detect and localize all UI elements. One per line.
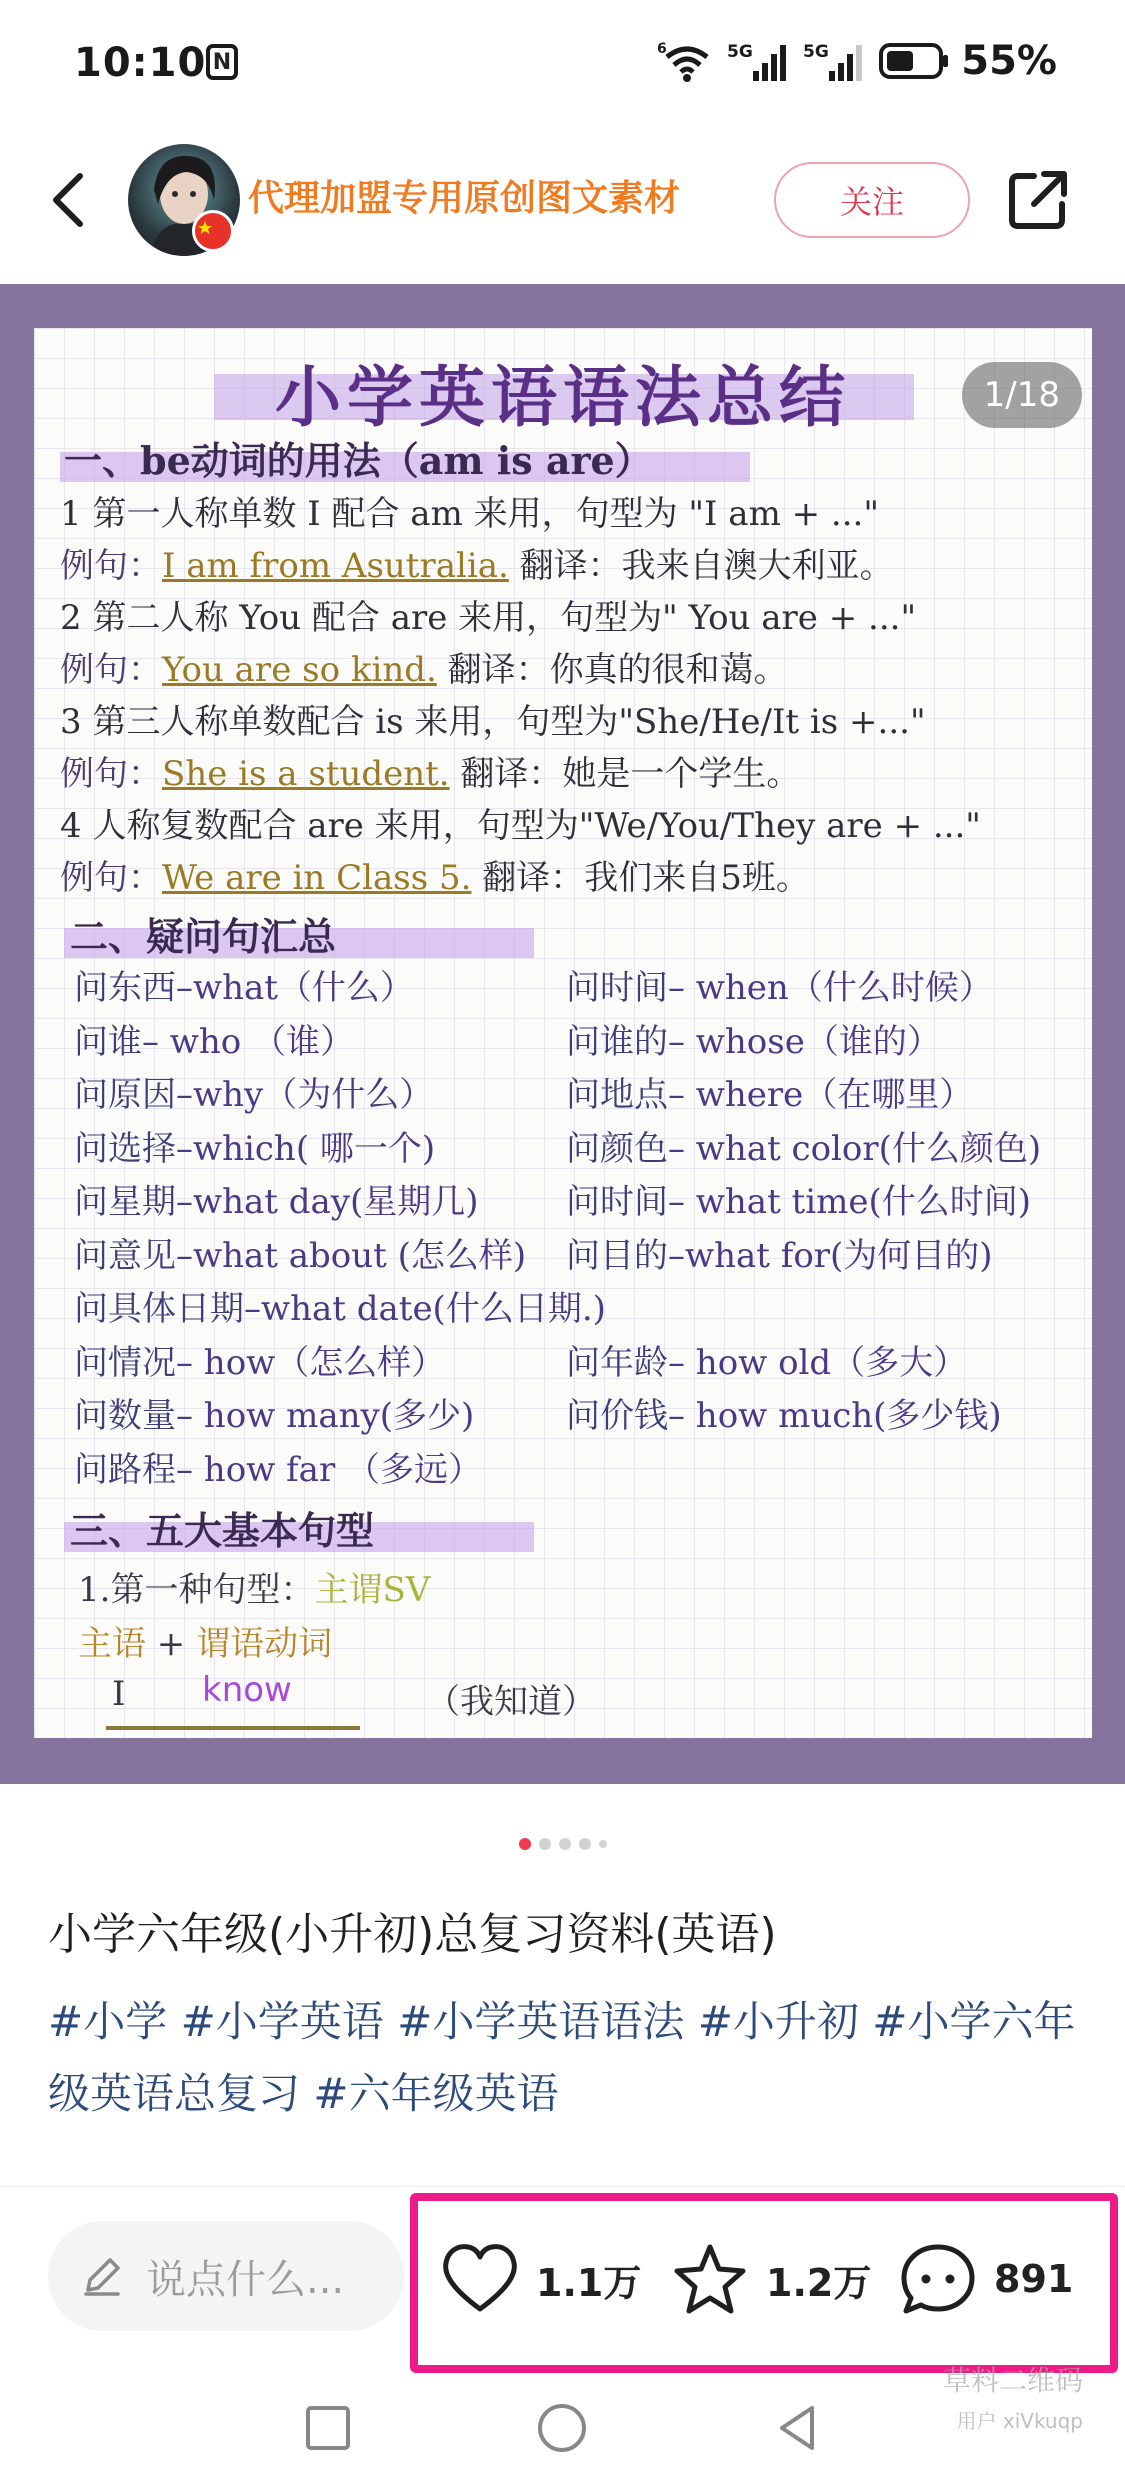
example3-en: She is a student. [162, 754, 450, 794]
share-icon[interactable] [1004, 166, 1072, 234]
question-en: –which( 哪一个) [176, 1128, 436, 1169]
question-en: – who （谁） [142, 1021, 355, 1062]
question-item-left [74, 1388, 474, 1437]
question-cn: 问具体日期 [74, 1289, 244, 1329]
circle-nav-icon[interactable] [532, 2398, 592, 2458]
favorite-count: 1.2万 [766, 2260, 872, 2305]
question-cn: 问时间 [566, 968, 668, 1008]
hashtag-link[interactable]: #小学英语语法 [397, 1997, 685, 2046]
question-en: – how many(多少) [176, 1396, 475, 1436]
qr-watermark [943, 2362, 1083, 2440]
example3 [60, 746, 800, 795]
page-counter: 1/18 [962, 362, 1082, 428]
pattern1-prefix: 1.第一种句型： [78, 1570, 315, 1610]
question-en: – how much(多少钱) [668, 1396, 1002, 1436]
hashtag-link[interactable]: #小学 [48, 1997, 168, 2046]
signal-label-1: 5G [727, 42, 754, 62]
follow-button[interactable]: 关注 [774, 162, 970, 238]
post-tags [48, 1986, 1078, 2130]
question-cn: 问原因 [74, 1075, 176, 1115]
section2-title: 二、疑问句汇总 [70, 914, 337, 959]
question-en: – whose（谁的） [668, 1021, 941, 1062]
back-arrow-icon[interactable] [38, 160, 98, 240]
question-item-right [566, 960, 993, 1009]
question-item-right [566, 1121, 1041, 1170]
question-cn: 问年龄 [566, 1342, 668, 1383]
question-en: – what color(什么颜色) [668, 1128, 1042, 1169]
example-translation: （我知道） [426, 1682, 596, 1722]
question-item-left [74, 1121, 435, 1170]
carousel-dots [0, 1838, 1125, 1850]
comment-button[interactable] [898, 2241, 1073, 2317]
example2 [60, 642, 788, 691]
question-item-right [566, 1067, 973, 1116]
example-verb: know [202, 1670, 292, 1710]
status-icons [657, 38, 1057, 84]
star-icon [670, 2241, 750, 2317]
comment-placeholder: 说点什么... [146, 2256, 345, 2303]
question-item-left [74, 1174, 479, 1223]
doc-title: 小学英语语法总结 [275, 358, 851, 436]
question-cn: 问东西 [74, 968, 176, 1008]
engagement-bar [0, 2186, 1125, 2372]
like-count: 1.1万 [536, 2260, 642, 2305]
rule4: 4 人称复数配合 are 来用，句型为"We/You/They are + ..." [60, 806, 981, 846]
grammar-document-image [34, 328, 1092, 1738]
question-item-right [566, 1388, 1002, 1437]
question-en: –what for(为何目的) [668, 1235, 993, 1276]
comment-bubble-icon [898, 2241, 978, 2317]
question-cn: 问地点 [566, 1075, 668, 1115]
wifi-label: 6 [657, 41, 667, 57]
status-time: 10:10 [74, 40, 207, 86]
question-item-right [566, 1335, 967, 1384]
question-item-left [74, 960, 414, 1009]
example3-trans: 翻译：她是一个学生。 [449, 754, 801, 794]
comment-count: 891 [994, 2257, 1074, 2301]
question-en: – how old（多大） [668, 1342, 968, 1383]
status-bar [0, 0, 1125, 130]
post-header [0, 130, 1125, 270]
carousel-dot [599, 1840, 607, 1848]
section3-title: 三、五大基本句型 [70, 1508, 375, 1553]
pattern1-name: 主谓SV [314, 1570, 431, 1610]
question-item-left [74, 1067, 433, 1116]
question-en: –what date(什么日期.) [244, 1289, 606, 1329]
example1-trans: 翻译：我来自澳大利亚。 [508, 546, 894, 586]
question-item-left [74, 1442, 482, 1491]
example4 [60, 850, 810, 899]
question-cn: 问谁的 [566, 1021, 668, 1062]
question-en: – how far （多远） [176, 1449, 482, 1490]
example4-en: We are in Class 5. [162, 858, 472, 898]
like-button[interactable] [440, 2241, 641, 2317]
hashtag-link[interactable]: #小学六年级英语总复习 [48, 1997, 1076, 2118]
verified-flag-badge [192, 210, 234, 252]
question-en: – what time(什么时间) [668, 1182, 1031, 1222]
example1 [60, 538, 894, 587]
hashtag-link[interactable]: #六年级英语 [313, 2069, 559, 2118]
question-item-left [74, 1281, 606, 1330]
watermark-line2: 用户 xiVkuqp [956, 2409, 1083, 2433]
question-cn: 问时间 [566, 1182, 668, 1222]
rule3: 3 第三人称单数配合 is 来用，句型为"She/He/It is +..." [60, 702, 926, 742]
favorite-button[interactable] [670, 2241, 871, 2317]
example1-en: I am from Asutralia. [162, 546, 509, 586]
section1-title: 一、be动词的用法（am is are） [64, 438, 653, 483]
nfc-icon: N [206, 44, 238, 80]
example2-trans: 翻译：你真的很和蔼。 [436, 650, 788, 690]
question-item-right [566, 1174, 1031, 1223]
example2-label: 例句： [60, 650, 162, 690]
formula-plus: + [146, 1624, 197, 1664]
battery-percent: 55% [961, 38, 1057, 84]
example-underline [106, 1726, 360, 1730]
question-cn: 问路程 [74, 1449, 176, 1490]
heart-icon [440, 2241, 520, 2317]
question-cn: 问情况 [74, 1342, 176, 1383]
triangle-back-nav-icon[interactable] [768, 2398, 828, 2458]
question-en: – when（什么时候） [668, 968, 993, 1008]
question-en: –what day(星期几) [176, 1182, 479, 1222]
actions-highlight-box [410, 2193, 1118, 2373]
question-en: – how（怎么样） [176, 1342, 446, 1383]
question-cn: 问目的 [566, 1235, 668, 1276]
hashtag-link[interactable]: #小升初 [697, 1997, 859, 2046]
pattern1 [78, 1562, 430, 1611]
example-subject: I [112, 1674, 126, 1714]
pattern1-formula [78, 1616, 332, 1665]
carousel-dot [539, 1838, 551, 1850]
question-item-right [566, 1228, 993, 1277]
question-en: –why（为什么） [176, 1075, 434, 1115]
carousel-dot [579, 1838, 591, 1850]
question-cn: 问价钱 [566, 1396, 668, 1436]
watermark-line1: 草料二维码 [942, 2364, 1083, 2397]
question-item-right [566, 1014, 941, 1063]
question-cn: 问意见 [74, 1235, 176, 1276]
question-cn: 问颜色 [566, 1128, 668, 1169]
post-title: 小学六年级(小升初)总复习资料(英语) [48, 1909, 777, 1960]
question-en: – where（在哪里） [668, 1075, 974, 1115]
example4-label: 例句： [60, 858, 162, 898]
question-en: –what about (怎么样) [176, 1235, 527, 1276]
rule1: 1 第一人称单数 I 配合 am 来用，句型为 "I am + ..." [60, 494, 879, 534]
signal-icon-2 [803, 39, 867, 83]
carousel-dot [559, 1838, 571, 1850]
image-carousel[interactable] [0, 284, 1125, 1784]
signal-icon [727, 39, 791, 83]
wifi-icon [657, 39, 715, 83]
comment-input[interactable] [48, 2221, 404, 2331]
example4-trans: 翻译：我们来自5班。 [471, 858, 810, 898]
example2-en: You are so kind. [162, 650, 437, 690]
question-cn: 问谁 [74, 1021, 142, 1062]
carousel-dot [519, 1838, 531, 1850]
question-cn: 问选择 [74, 1128, 176, 1169]
pencil-icon [80, 2254, 124, 2298]
example1-label: 例句： [60, 546, 162, 586]
question-cn: 问数量 [74, 1396, 176, 1436]
example3-label: 例句： [60, 754, 162, 794]
question-cn: 问星期 [74, 1182, 176, 1222]
square-nav-icon[interactable] [298, 2398, 358, 2458]
question-item-left [74, 1335, 445, 1384]
hashtag-link[interactable]: #小学英语 [180, 1997, 384, 2046]
author-name[interactable]: 代理加盟专用原创图文素材 [248, 178, 681, 219]
signal-label-2: 5G [803, 42, 830, 62]
question-en: –what（什么） [176, 968, 414, 1008]
formula-verb: 谓语动词 [196, 1624, 333, 1664]
formula-subject: 主语 [78, 1624, 146, 1664]
question-item-left [74, 1228, 526, 1277]
battery-icon [879, 41, 949, 81]
rule2: 2 第二人称 You 配合 are 来用，句型为" You are + ..." [60, 598, 917, 638]
question-item-left [74, 1014, 354, 1063]
